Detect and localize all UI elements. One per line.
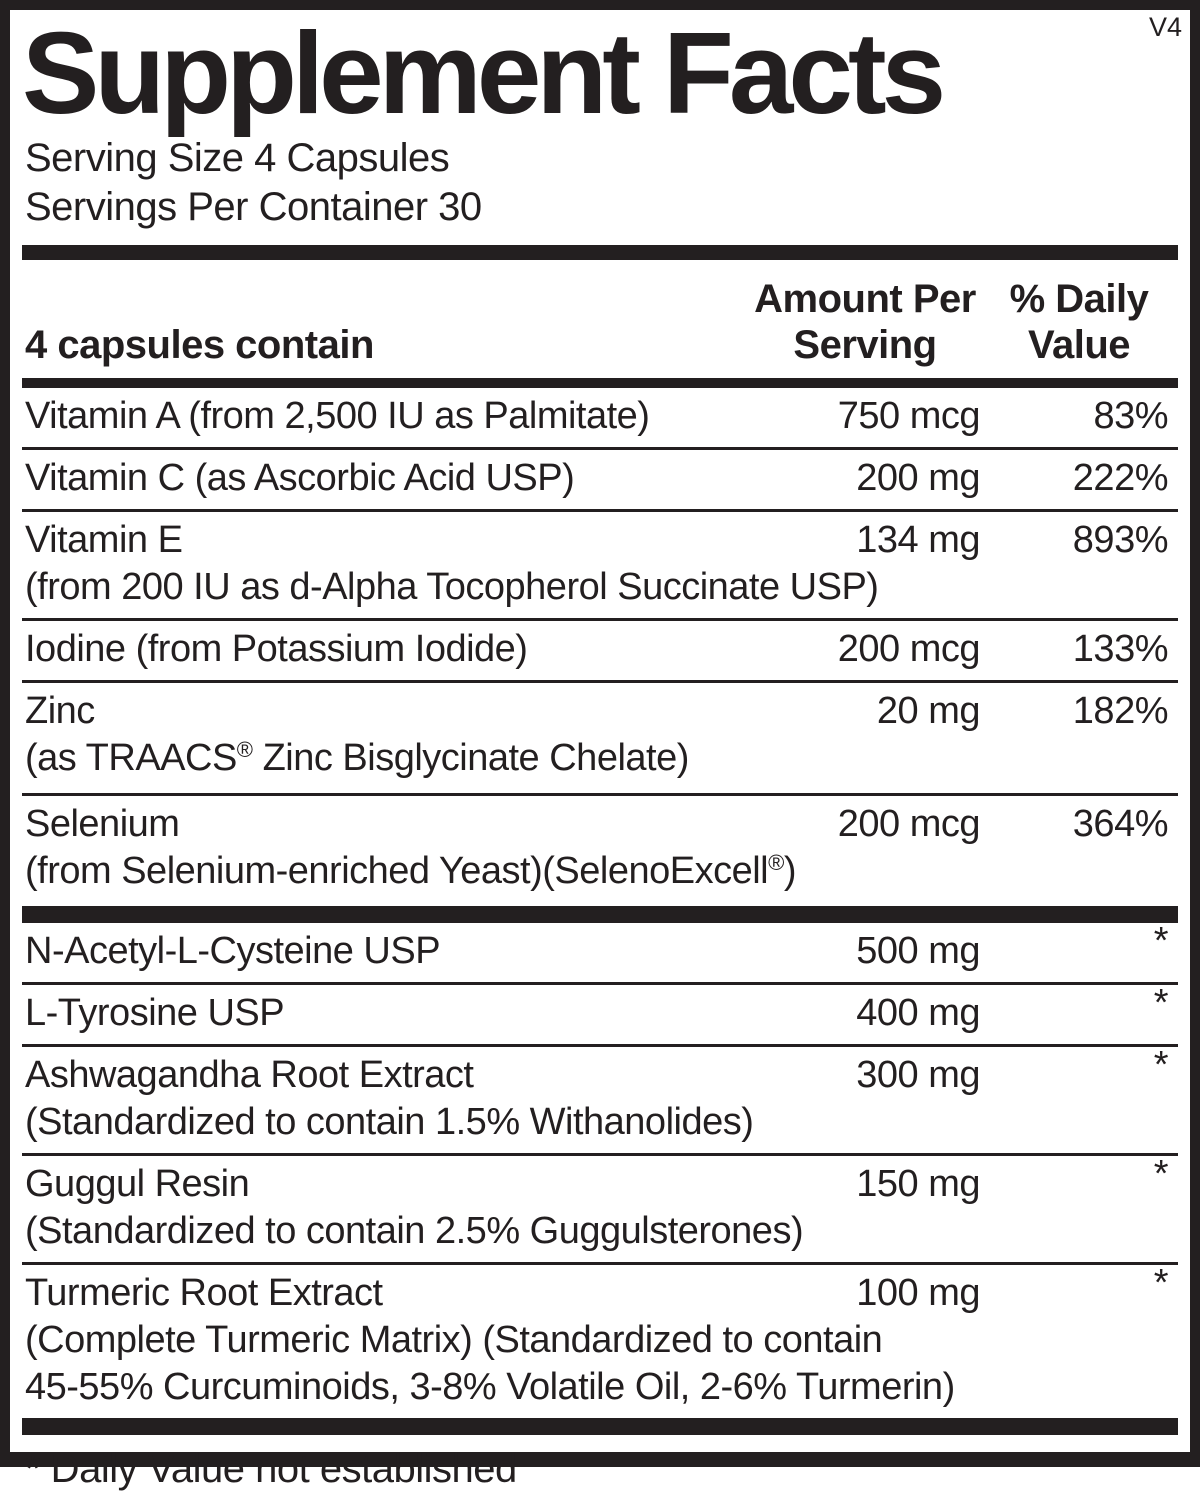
ingredient-description: (Standardized to contain 2.5% Guggulsterones) bbox=[25, 1210, 804, 1253]
ingredient-daily-value: 182% bbox=[1072, 690, 1168, 733]
version-tag: V4 bbox=[1148, 12, 1182, 42]
ingredient-name: Ashwagandha Root Extract bbox=[25, 1054, 474, 1097]
ingredient-description: (from 200 IU as d-Alpha Tocopherol Succinate USP) bbox=[25, 566, 879, 609]
ingredient-amount: 400 mg bbox=[856, 992, 980, 1035]
ingredient-description: (from Selenium-enriched Yeast)(SelenoExcell®) bbox=[25, 850, 796, 893]
ingredient-row-iodine bbox=[22, 621, 1178, 683]
ingredient-daily-value: 133% bbox=[1072, 628, 1168, 671]
ingredient-daily-value: 222% bbox=[1072, 457, 1168, 500]
ingredient-amount: 200 mg bbox=[856, 457, 980, 500]
ingredient-row-vitamin-c bbox=[22, 450, 1178, 512]
table-header-row bbox=[22, 260, 1178, 378]
ingredient-daily-value: * bbox=[1153, 1044, 1168, 1087]
registered-trademark-symbol: ® bbox=[236, 737, 253, 763]
servings-per-container-text: Servings Per Container 30 bbox=[25, 185, 482, 230]
ingredient-description: (Standardized to contain 1.5% Withanolides) bbox=[25, 1101, 754, 1144]
ingredient-daily-value: 83% bbox=[1093, 395, 1168, 438]
divider-bar-bottom bbox=[22, 1418, 1178, 1435]
ingredient-daily-value: * bbox=[1153, 1153, 1168, 1196]
ingredient-amount: 750 mcg bbox=[837, 395, 980, 438]
label-title: Supplement Facts bbox=[22, 8, 942, 138]
serving-size-text: Serving Size 4 Capsules bbox=[25, 136, 450, 181]
ingredient-daily-value: * bbox=[1153, 982, 1168, 1025]
ingredient-daily-value: * bbox=[1153, 1262, 1168, 1305]
ingredient-row-guggul bbox=[22, 1153, 1178, 1265]
ingredient-row-nac bbox=[22, 920, 1178, 985]
ingredient-description: (Complete Turmeric Matrix) (Standardized to contain bbox=[25, 1319, 883, 1362]
ingredient-row-selenium bbox=[22, 796, 1178, 906]
ingredient-name: Iodine (from Potassium Iodide) bbox=[25, 628, 528, 671]
header-amount-per-serving: Amount Per Serving bbox=[754, 277, 976, 368]
ingredient-name: Vitamin A (from 2,500 IU as Palmitate) bbox=[25, 395, 650, 438]
ingredient-daily-value: 893% bbox=[1072, 519, 1168, 562]
ingredient-amount: 500 mg bbox=[856, 930, 980, 973]
ingredient-name: Vitamin E bbox=[25, 519, 183, 562]
ingredient-amount: 200 mcg bbox=[837, 628, 980, 671]
ingredient-name: Vitamin C (as Ascorbic Acid USP) bbox=[25, 457, 575, 500]
ingredient-amount: 200 mcg bbox=[837, 803, 980, 846]
divider-bar-top bbox=[22, 245, 1178, 260]
header-percent-daily-value: % Daily Value bbox=[1009, 277, 1149, 368]
header-capsules-contain: 4 capsules contain bbox=[25, 323, 374, 368]
ingredient-description: (as TRAACS® Zinc Bisglycinate Chelate) bbox=[25, 737, 689, 780]
daily-value-footnote: * Daily Value not established bbox=[25, 1447, 517, 1492]
ingredient-daily-value: * bbox=[1153, 920, 1168, 963]
divider-bar-section bbox=[22, 906, 1178, 923]
ingredient-amount: 20 mg bbox=[876, 690, 980, 733]
ingredient-name: N-Acetyl-L-Cysteine USP bbox=[25, 930, 441, 973]
ingredient-name: Zinc bbox=[25, 690, 95, 733]
registered-trademark-symbol: ® bbox=[768, 850, 784, 876]
ingredient-row-ashwagandha bbox=[22, 1044, 1178, 1156]
ingredient-description-line2: 45-55% Curcuminoids, 3-8% Volatile Oil, 2-6% Turmerin) bbox=[25, 1366, 955, 1409]
ingredient-name: Turmeric Root Extract bbox=[25, 1272, 383, 1315]
ingredient-name: L-Tyrosine USP bbox=[25, 992, 285, 1035]
ingredient-row-l-tyrosine bbox=[22, 982, 1178, 1047]
ingredient-row-vitamin-a bbox=[22, 388, 1178, 450]
divider-bar-header bbox=[22, 378, 1178, 388]
ingredient-daily-value: 364% bbox=[1072, 803, 1168, 846]
ingredient-amount: 150 mg bbox=[856, 1163, 980, 1206]
ingredient-name: Selenium bbox=[25, 803, 180, 846]
ingredient-amount: 100 mg bbox=[856, 1272, 980, 1315]
ingredient-row-turmeric bbox=[22, 1262, 1178, 1418]
ingredient-name: Guggul Resin bbox=[25, 1163, 250, 1206]
ingredient-row-vitamin-e bbox=[22, 512, 1178, 621]
ingredient-amount: 134 mg bbox=[856, 519, 980, 562]
ingredient-amount: 300 mg bbox=[856, 1054, 980, 1097]
ingredient-row-zinc bbox=[22, 683, 1178, 796]
